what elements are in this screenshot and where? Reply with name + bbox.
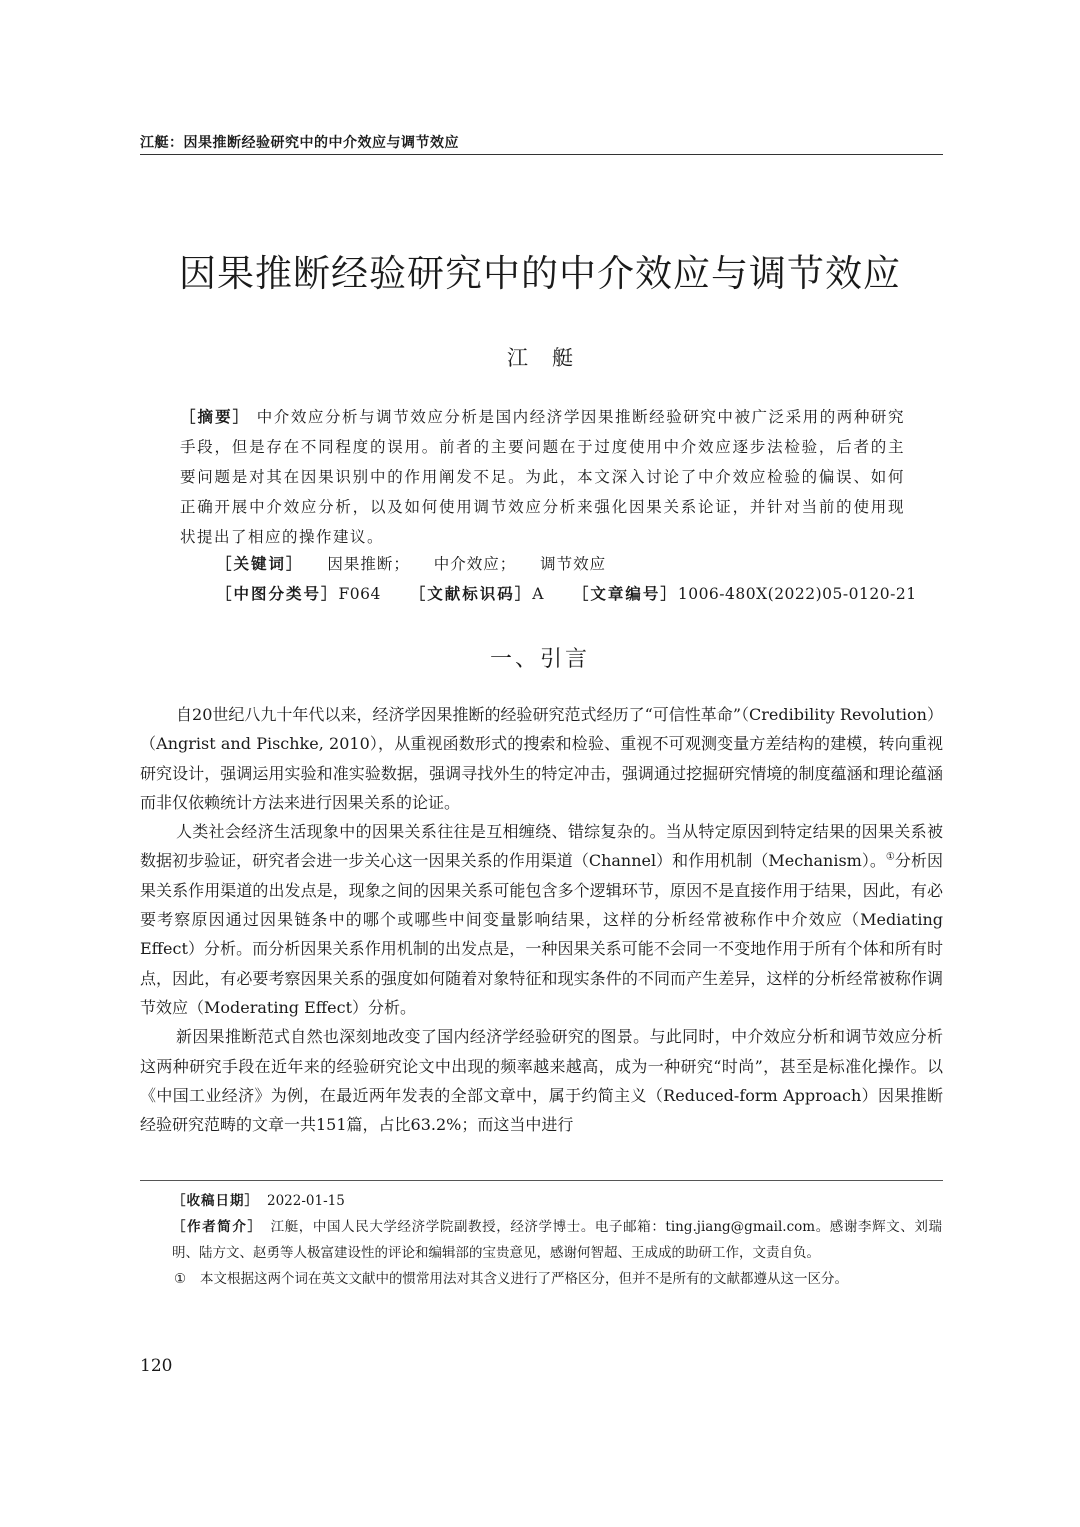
footnote-marker: ① — [174, 1271, 187, 1287]
keyword: 因果推断； — [327, 555, 410, 573]
author-name: 江艇 — [507, 346, 597, 370]
footnotes — [172, 1188, 942, 1292]
classification-line — [216, 582, 917, 604]
keywords-line — [216, 552, 606, 574]
author-bio: ［作者简介］ 江艇，中国人民大学经济学院副教授，经济学博士。电子邮箱：ting.jiang@gmail.com。感谢李辉文、刘瑞明、陆方文、赵勇等人极富建设性的评论和编辑部的宝贵意见，感谢何智超、王成成的助研工作，文责自负。 — [172, 1219, 942, 1261]
footnote-ref[interactable]: ① — [885, 852, 895, 864]
running-header: 江艇：因果推断经验研究中的中介效应与调节效应 — [140, 135, 459, 151]
doc-code-label: ［文献标识码］ — [409, 585, 533, 603]
article-number-label: ［文章编号］ — [572, 585, 678, 603]
footnote: ① 本文根据这两个词在英文文献中的惯常用法对其含义进行了严格区分，但并不是所有的文献都遵从这一区分。 — [172, 1266, 942, 1292]
page-number: 120 — [140, 1356, 173, 1376]
abstract — [180, 402, 905, 552]
keyword: 调节效应 — [540, 555, 607, 573]
abstract-text: 中介效应分析与调节效应分析是国内经济学因果推断经验研究中被广泛采用的两种研究手段，但是存在不同程度的误用。前者的主要问题在于过度使用中介效应逐步法检验，后者的主要问题是对其在因果识别中的作用阐发不足。为此，本文深入讨论了中介效应检验的偏误、如何正确开展中介效应分析，以及如何使用调节效应分析来强化因果关系论证，并针对当前的使用现状提出了相应的操作建议。 — [180, 408, 905, 546]
footnote-rule — [140, 1180, 943, 1181]
doc-code-value: A — [532, 585, 544, 603]
received-date: ［收稿日期］ 2022-01-15 — [172, 1193, 345, 1209]
paragraph: 自20世纪八九十年代以来，经济学因果推断的经验研究范式经历了“可信性革命”（Credibility Revolution）（Angrist and Pischke, 2010），从重视函数形式的搜索和检验、重视不可观测变量方差结构的建模，转向重视研究设计，强调运用实验和准实验数据，强调寻找外生的特定冲击，强调通过挖掘研究情境的制度蕴涵和理论蕴涵而非仅依赖统计方法来进行因果关系的论证。 — [140, 705, 943, 812]
paragraph: 人类社会经济生活现象中的因果关系往往是互相缠绕、错综复杂的。当从特定原因到特定结果的因果关系被数据初步验证，研究者会进一步关心这一因果关系的作用渠道（Channel）和作用机制（Mechanism）。①分析因果关系作用渠道的出发点是，现象之间的因果关系可能包含多个逻辑环节，原因不是直接作用于结果，因此，有必要考察原因通过因果链条中的哪个或哪些中间变量影响结果，这样的分析经常被称作中介效应（Mediating Effect）分析。而分析因果关系作用机制的出发点是，一种因果关系可能不会同一不变地作用于所有个体和所有时点，因此，有必要考察因果关系的强度如何随着对象特征和现实条件的不同而产生差异，这样的分析经常被称作调节效应（Moderating Effect）分析。 — [140, 822, 943, 1017]
paragraph: 新因果推断范式自然也深刻地改变了国内经济学经验研究的图景。与此同时，中介效应分析和调节效应分析这两种研究手段在近年来的经验研究论文中出现的频率越来越高，成为一种研究“时尚”，甚至是标准化操作。以《中国工业经济》为例，在最近两年发表的全部文章中，属于约简主义（Reduced-form Approach）因果推断经验研究范畴的文章一共151篇，占比63.2%；而这当中进行 — [140, 1027, 943, 1135]
article-title: 因果推断经验研究中的中介效应与调节效应 — [179, 252, 901, 295]
abstract-label: ［摘要］ — [180, 408, 251, 426]
keywords-label: ［关键词］ — [216, 555, 304, 573]
clc-label: ［中图分类号］ — [216, 585, 339, 603]
section-heading: 一、引言 — [489, 647, 590, 672]
keyword: 中介效应； — [433, 555, 517, 573]
article-number-value: 1006-480X(2022)05-0120-21 — [677, 585, 917, 603]
header-rule — [140, 154, 943, 155]
body-text — [140, 700, 943, 1139]
clc-value: F064 — [338, 585, 381, 603]
